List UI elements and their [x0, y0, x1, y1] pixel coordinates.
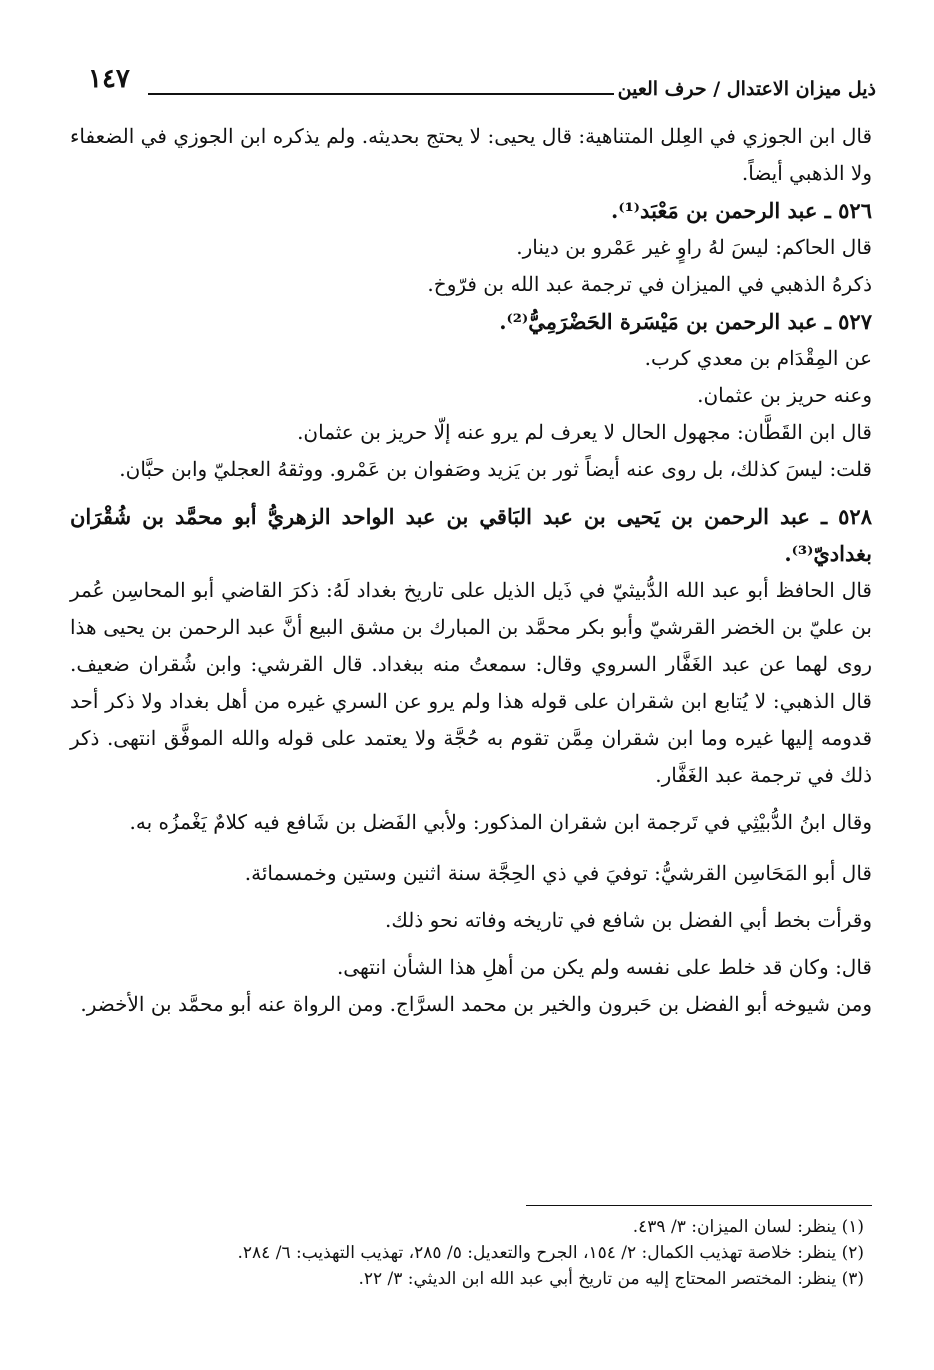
header-rule: [148, 93, 614, 95]
footnote-rule: [526, 1205, 872, 1206]
paragraph: قال أبو المَحَاسِن القرشيُّ: توفيَ في ذي الحِجَّة سنة اثنين وستين وخمسمائة.: [244, 861, 872, 885]
page-header: [88, 60, 876, 100]
entry-heading-527: ٥٢٧ ـ عبد الرحمن بن مَيْسَرة الحَضْرَمِيُّ⁽²⁾.: [499, 309, 872, 334]
footnote-3: (٣) ينظر: المختصر المحتاج إليه من تاريخ أبي عبد الله ابن الديثي: ٣/ ٢٢.: [358, 1269, 864, 1289]
paragraph: قلت: ليسَ كذلك، بل روى عنه أيضاً ثور بن يَزيد وصَفوان بن عَمْرو. ووثقهُ العجليّ وابن حبَّان.: [119, 457, 872, 481]
paragraph: عن المِقْدَام بن معدي كرب.: [644, 346, 872, 370]
footnote-1: (١) ينظر: لسان الميزان: ٣/ ٤٣٩.: [632, 1217, 864, 1237]
paragraph: قال ابن القَطَّان: مجهول الحال لا يعرف لم يرو عنه إلّا حريز بن عثمان.: [297, 420, 872, 444]
paragraph: ذكرهُ الذهبي في الميزان في ترجمة عبد الله بن فرّوخ.: [427, 272, 872, 296]
footnotes: [70, 1214, 864, 1292]
entry-heading-528: ٥٢٨ ـ عبد الرحمن بن يَحيى بن عبد البَاقي بن عبد الواحد الزهريُّ أبو محمَّد بن شُقْرَان بغداديّ⁽³⁾.: [70, 504, 872, 566]
page-number: ١٤٧: [88, 64, 130, 94]
footnote-2: (٢) ينظر: خلاصة تهذيب الكمال: ٢/ ١٥٤، الجرح والتعديل: ٥/ ٢٨٥، تهذيب التهذيب: ٦/ ٢٨٤.: [237, 1243, 864, 1263]
body-text: [70, 118, 872, 1023]
paragraph: وعنه حريز بن عثمان.: [697, 383, 872, 407]
paragraph: وقرأت بخط أبي الفضل بن شافع في تاريخه وفاته نحو ذلك.: [385, 908, 872, 932]
paragraph: قال الحافظ أبو عبد الله الدُّبيثيّ في ذَيل الذيل على تاريخ بغداد لَهُ: ذكرَ القاضي أبو المحاسِن عُمر بن عليّ بن الخضر القرشيّ وأبو بكر محمَّد بن المبارك بن مشق البيع أنَّ عبد الرحمن بن يحيى هذا روى لهما عن عبد الغَفَّار السروي وقال: سمعتُ منه ببغداد. قال القرشي: وابن شُقران ضعيف. قال الذهبي: لا يُتابع ابن شقران على قوله هذا ولم يرو عن السري غيره من أهل بغداد ولا ذكر أحد قدومه إليها غيره وما ابن شقران مِمَّن تقوم به حُجَّة ولا يعتمد على قوله والله الموفَّق انتهى. ذكر ذلك في ترجمة عبد الغَفَّار.: [70, 578, 872, 787]
paragraph: قال ابن الجوزي في العِلل المتناهية: قال يحيى: لا يحتج بحديثه. ولم يذكره ابن الجوزي في الضعفاء ولا الذهبي أيضاً.: [70, 124, 872, 185]
paragraph: وقال ابنُ الدُّبيْثِي في تَرجمة ابن شقران المذكور: ولأبي الفَضل بن شَافع فيه كلامٌ يَغْمزُه به.: [129, 810, 872, 834]
paragraph: قال: وكان قد خلط على نفسه ولم يكن من أهلِ هذا الشأن انتهى.: [336, 955, 872, 979]
paragraph: قال الحاكم: ليسَ لهُ راوٍ غير عَمْرو بن دينار.: [516, 235, 872, 259]
running-title: ذيل ميزان الاعتدال / حرف العين: [617, 78, 876, 100]
paragraph: ومن شيوخه أبو الفضل بن حَبرون والخير بن محمد السرَّاج. ومن الرواة عنه أبو محمَّد بن الأخضر.: [80, 992, 872, 1016]
entry-heading-526: ٥٢٦ ـ عبد الرحمن بن مَعْبَد⁽¹⁾.: [611, 198, 872, 223]
